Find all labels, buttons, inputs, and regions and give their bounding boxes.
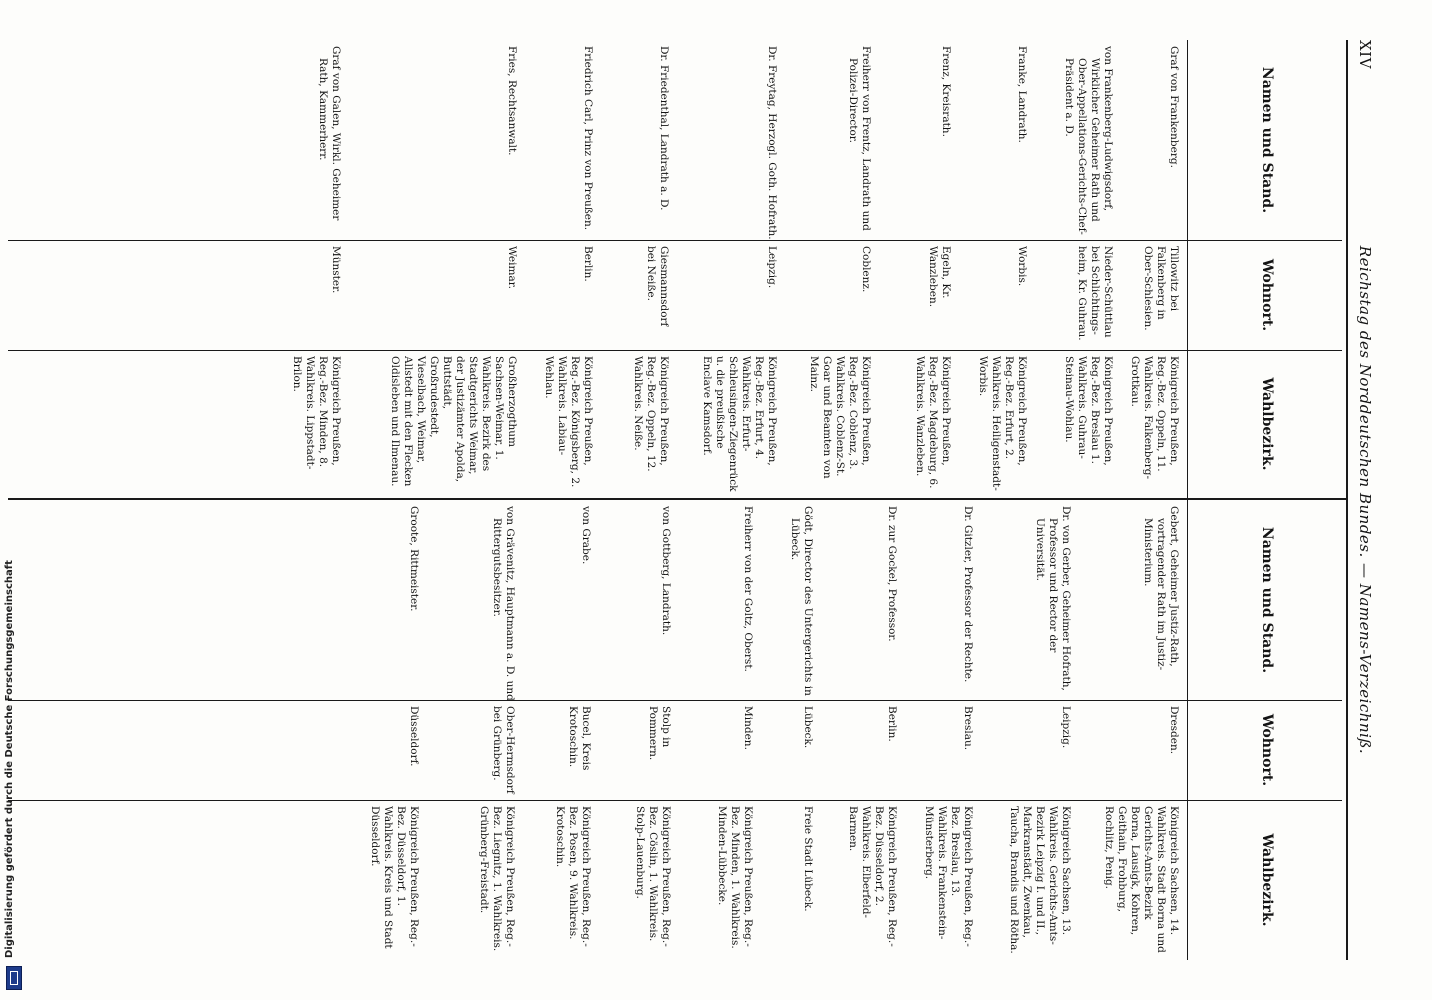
right-entry-district: Königreich Preußen, Reg.-Bez. Posen, 9. Wahlkreis. Krotoschin. <box>554 806 592 947</box>
left-entry-residence: Nieder-Schüttlau bei Schlichtings-heim, Kr. Guhrau. <box>1076 246 1114 341</box>
left-col-divider-1 <box>8 240 1342 241</box>
right-entry-district: Königreich Sachsen, 13. Wahlkreis. Gerichts-Amts-Bezirk Leipzig I. und II., Markranstädt, Zwenkau, Taucha, Brandis und Rötha. <box>1008 806 1072 954</box>
right-entry-district: Königreich Preußen, Reg.-Bez. Breslau, 13. Wahlkreis. Frankenstein-Münsterberg. <box>923 806 974 947</box>
left-entry-district: Königreich Preußen, Reg.-Bez. Oppeln, 12. Wahlkreis. Neiße. <box>632 356 670 472</box>
right-entry-name: von Grävenitz, Hauptmann a. D. und Rittergutsbesitzer. <box>491 506 516 701</box>
column-header-rule <box>1187 40 1188 960</box>
left-entry-district: Königreich Preußen, Reg.-Bez. Erfurt, 4. Wahlkreis. Erfurt-Schleusingen-Ziegenrück u. die preußische Enclave Kamsdorf. <box>701 356 778 492</box>
left-entry-district: Königreich Preußen, Reg.-Bez. Minden, 8. Wahlkreis. Lippstadt-Brilon. <box>291 356 342 470</box>
right-entry-residence: Bucel, Kreis Krotoschin. <box>567 706 592 771</box>
left-header-name: Namen und Stand. <box>1259 66 1275 214</box>
right-entry-name: von Gottberg, Landrath. <box>660 506 672 636</box>
right-entry-name: Groote, Rittmeister. <box>408 506 420 612</box>
right-entry-district: Königreich Preußen, Reg.-Bez. Liegnitz, 1. Wahlkreis. Grünberg-Freistadt. <box>478 806 516 952</box>
left-entry-district: Großherzogthum Sachsen-Weimar, 1. Wahlkreis. Bezirk des Stadtgerichts Weimar, der Justizämter Apolda, Buttstädt, Großrudestedt, Vieselbach, Weimar, Allstedt mit den Flecken Oldisleben und Ilmenau. <box>389 356 518 487</box>
right-entry-district: Königreich Preußen, Reg.-Bez. Düsseldorf, 1. Wahlkreis. Kreis und Stadt Düsseldorf. <box>369 806 420 949</box>
left-entry-residence: Berlin. <box>582 246 594 282</box>
left-entry-district: Königreich Preußen, Reg.-Bez. Magdeburg, 6. Wahlkreis. Wanzleben. <box>914 356 952 489</box>
right-entry-residence: Ober-Hermsdorf bei Grünberg. <box>491 706 516 794</box>
page-title: Reichstag des Norddeutschen Bundes. — Namens-Verzeichniß. <box>1356 245 1374 755</box>
right-entry-district: Königreich Sachsen, 14. Wahlkreis. Stadt Borna und Gerichts-Amts-Bezirk Borna, Lausigk, Kohren, Geithain, Frohburg, Rochlitz, Penig. <box>1103 806 1180 953</box>
left-entry-residence: Leipzig. <box>766 246 778 289</box>
left-entry-name: Graf von Frankenberg. <box>1168 46 1180 168</box>
right-entry-name: Dr. Gitzler, Professor der Rechte. <box>962 506 974 683</box>
left-entry-name: Franke, Landrath. <box>1016 46 1028 143</box>
right-header-name: Namen und Stand. <box>1259 526 1275 674</box>
right-entry-residence: Stolp in Pommern. <box>647 706 672 761</box>
left-entry-district: Königreich Preußen, Reg.-Bez. Breslau 1. Wahlkreis. Guhrau-Steinau-Wohlau. <box>1063 356 1114 466</box>
left-entry-residence: Weimar. <box>506 246 518 289</box>
center-divider <box>8 498 1348 500</box>
right-entry-residence: Leipzig. <box>1060 706 1072 749</box>
left-entry-name: Frenz, Kreisrath. <box>940 46 952 137</box>
right-entry-residence: Minden. <box>742 706 754 750</box>
left-col-divider-2 <box>8 350 1342 351</box>
page-number: XIV <box>1356 40 1374 69</box>
page-header <box>1350 40 1374 960</box>
right-entry-name: Gödt, Director des Untergerichts in Lübeck. <box>789 506 814 696</box>
right-entry-district: Königreich Preußen, Reg.-Bez. Cöslin, 1. Wahlkreis. Stolp-Lauenburg. <box>634 806 672 947</box>
right-entry-district: Freie Stadt Lübeck. <box>802 806 814 912</box>
left-entry-residence: Egeln, Kr. Wanzleben. <box>927 246 952 308</box>
left-entry-name: Graf von Galen, Wirkl. Geheimer Rath, Kammerherr. <box>317 46 342 221</box>
right-entry-name: von Grabe. <box>580 506 592 565</box>
right-entry-residence: Düsseldorf. <box>408 706 420 767</box>
left-entry-district: Königreich Preußen, Reg.-Bez. Oppeln, 11. Wahlkreis. Falkenberg-Grottkau. <box>1129 356 1180 480</box>
right-header-residence: Wohnort. <box>1259 713 1275 787</box>
left-entry-name: von Frankenberg-Ludwigsdorf, Wirklicher Geheimer Rath und Ober-Appellations-Gerichts-Chef-Präsident a. D. <box>1063 46 1114 235</box>
left-entry-name: Freiherr von Frentz, Landrath und Polizei-Director. <box>847 46 872 231</box>
right-entry-residence: Lübeck. <box>802 706 814 749</box>
right-entry-residence: Breslau. <box>962 706 974 751</box>
left-entry-name: Fries, Rechtsanwalt. <box>506 46 518 156</box>
header-rule <box>1346 40 1348 960</box>
left-entry-district: Königreich Preußen, Reg.-Bez. Königsberg, 2. Wahlkreis. Labiau-Wehlau. <box>543 356 594 488</box>
right-col-divider-2 <box>8 800 1342 801</box>
left-entry-district: Königreich Preußen, Reg.-Bez. Coblenz, 3. Wahlkreis. Coblenz-St. Goar und Beamten von Mainz. <box>808 356 872 479</box>
digitization-credit: Digitalisierung gefördert durch die Deutsche Forschungsgemeinschaft <box>4 560 15 958</box>
right-entry-name: Dr. zur Gockel, Professor. <box>886 506 898 642</box>
left-entry-name: Dr. Freytag, Herzogl. Goth. Hofrath. <box>766 46 778 240</box>
right-entry-name: Freiherr von der Goltz, Oberst. <box>742 506 754 672</box>
right-entry-district: Königreich Preußen, Reg.-Bez. Minden, 1. Wahlkreis. Minden-Lübbecke. <box>716 806 754 949</box>
left-entry-residence: Giesmannsdorf bei Neiße. <box>645 246 670 327</box>
right-entry-residence: Dresden. <box>1168 706 1180 755</box>
left-entry-residence: Coblenz. <box>860 246 872 293</box>
left-header-residence: Wohnort. <box>1259 258 1275 332</box>
right-entry-name: Gebert, Geheimer Justiz-Rath, vortragender Rath im Justiz-Ministerium. <box>1142 506 1180 671</box>
left-header-district: Wahlbezirk. <box>1259 377 1275 471</box>
left-entry-residence: Worbis. <box>1016 246 1028 287</box>
right-header-district: Wahlbezirk. <box>1259 833 1275 927</box>
right-entry-residence: Berlin. <box>886 706 898 742</box>
left-entry-district: Königreich Preußen, Reg.-Bez. Erfurt, 2. Wahlkreis. Heiligenstadt-Worbis. <box>977 356 1028 491</box>
left-entry-name: Dr. Friedenthal, Landrath a. D. <box>658 46 670 211</box>
right-entry-district: Königreich Preußen, Reg.-Bez. Düsseldorf, 2. Wahlkreis. Elberfeld-Barmen. <box>847 806 898 947</box>
dfg-logo-icon <box>6 966 22 990</box>
left-entry-name: Friedrich Carl, Prinz von Preußen. <box>582 46 594 231</box>
left-entry-residence: Tillowitz bei Falkenberg in Ober-Schlesien. <box>1142 246 1180 331</box>
left-entry-residence: Münster. <box>330 246 342 294</box>
right-entry-name: Dr. von Gerber, Geheimer Hofrath, Professor und Rector der Universität. <box>1034 506 1072 691</box>
